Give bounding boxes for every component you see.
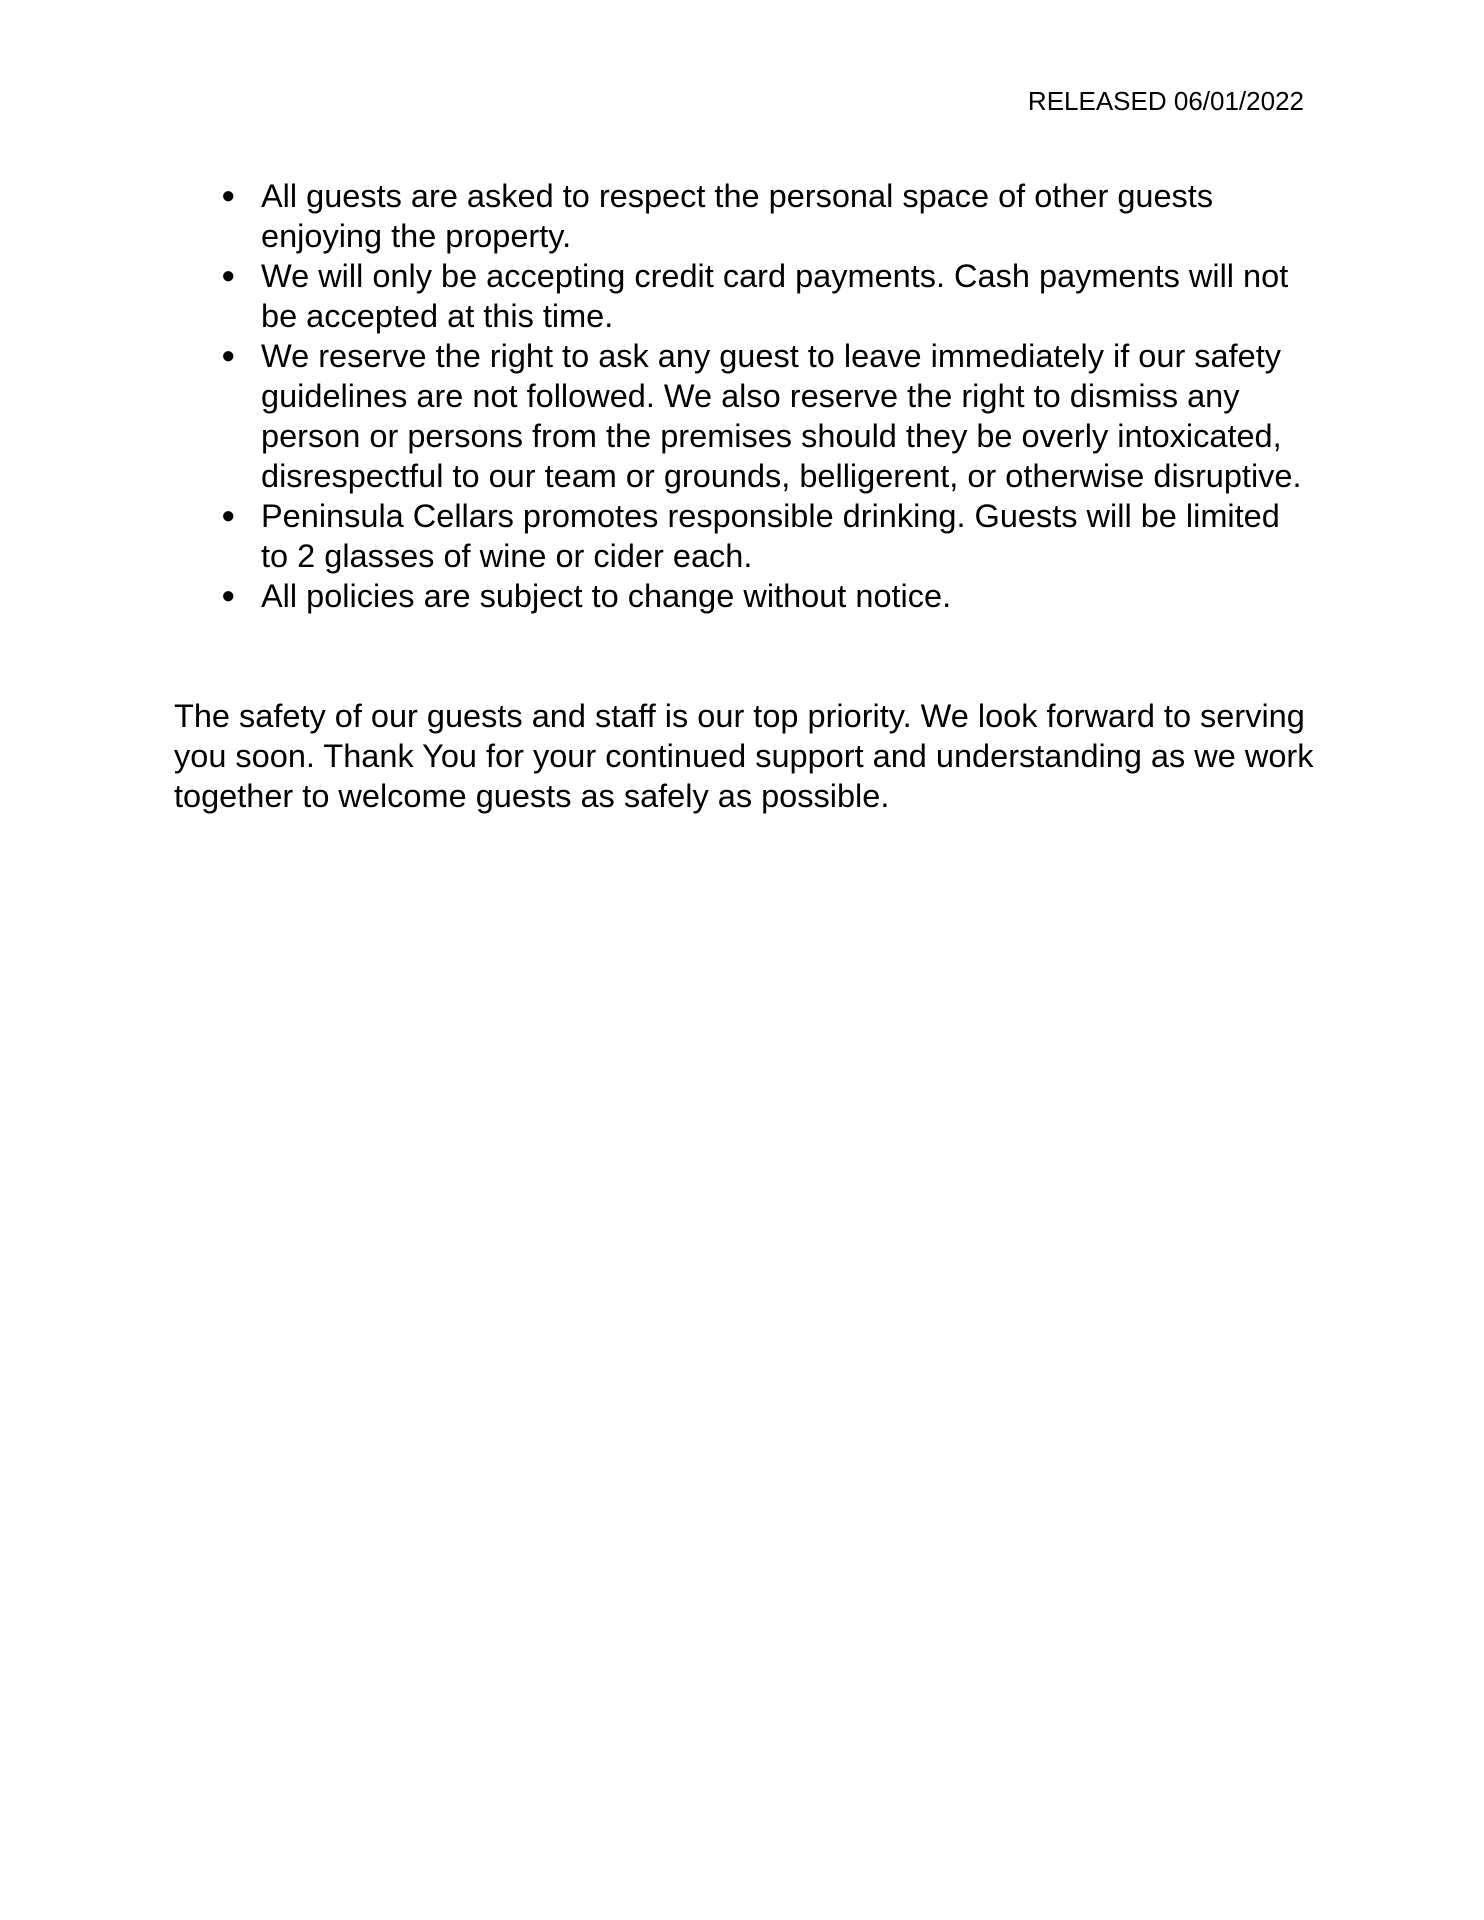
policy-text: Peninsula Cellars promotes responsible drinking. Guests will be limited to 2 glasses of wine or cider each. [261,498,1280,574]
policy-text: All guests are asked to respect the personal space of other guests enjoying the property. [261,178,1214,254]
release-date-header: RELEASED 06/01/2022 [1027,86,1304,116]
policy-text: We will only be accepting credit card payments. Cash payments will not be accepted at this time. [261,258,1289,334]
policy-text: All policies are subject to change without notice. [261,578,952,614]
closing-paragraph: The safety of our guests and staff is our top priority. We look forward to serving you soon. Thank You for your continued support and understanding as we work together to welcome guests as safely as possible. [174,698,1314,814]
bullet-icon: ● [221,582,236,609]
bullet-icon: ● [221,262,236,289]
policy-item-subject-to-change [174,576,1314,616]
bullet-icon: ● [221,342,236,369]
policy-item-responsible-drinking [174,496,1314,576]
policy-list [174,176,1314,616]
bullet-icon: ● [221,182,236,209]
policy-item-right-to-dismiss [174,336,1314,496]
policy-text: We reserve the right to ask any guest to leave immediately if our safety guidelines are not followed. We also reserve the right to dismiss any person or persons from the premises should they be overly intoxicated, disrespectful to our team or grounds, belligerent, or otherwise disruptive. [261,338,1302,494]
policy-item-payments [174,256,1314,336]
bullet-icon: ● [221,502,236,529]
policy-item-personal-space [174,176,1314,256]
